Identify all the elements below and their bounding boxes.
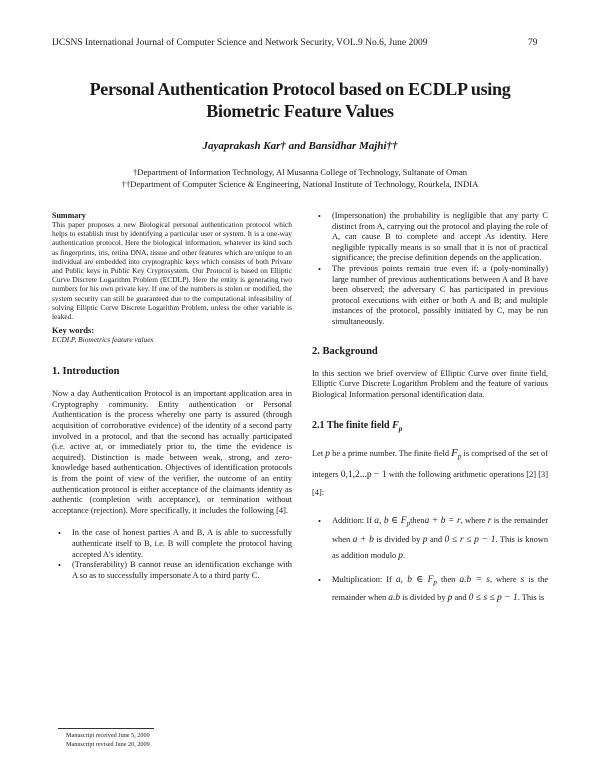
math-expr: 0 ≤ s ≤ p − 1: [468, 593, 518, 604]
list-item: [312, 513, 548, 564]
list-item: • The previous points remain true even if: a (poly-nominally) large number of previous authentications between A and B have been observed; the adversary C has participated in previous protocol executions with either or both A and B; and multiple instances of the protocol, possibly initiated by C, may be run simultaneously.: [312, 264, 548, 328]
math-expr: 0 ≤ r ≤ p − 1: [444, 534, 496, 545]
finite-field-subscript: p: [398, 425, 403, 434]
footnote-rule: [58, 728, 154, 729]
math-F: F: [451, 447, 458, 460]
math-s: s: [520, 574, 525, 585]
paper-title: [40, 78, 560, 122]
math-p: p: [422, 534, 428, 545]
finite-field-symbol: F: [392, 420, 399, 432]
multiplication-text: where: [496, 574, 517, 584]
finite-field-intro: [312, 445, 548, 501]
math-p: p: [325, 449, 331, 460]
intro-text-4: with the following arithmetic operations [2] [3] [4]:: [312, 469, 548, 497]
finite-field-heading: [312, 420, 548, 433]
left-column: [52, 211, 292, 581]
math-expr: a + b: [352, 534, 374, 545]
summary-text: This paper proposes a new Biological personal authentication protocol which helps to establish trust by identifying a particular user or system. It is a one-way authentication protocol. Here the biological information, whatever its kind such as fingerprints, iris, retina DNA, tissue and other features which are unique to an individual are embedded into cryptographic keys which consists of both Private and Public keys in Public Key Cryptosystem. Our Protocol is based on Elliptic Curve Discrete Logarithm Problem (ECDLP). Here the entity is generating two numbers for his own private key. If one of the numbers is stolen or modified, the system security can still be guaranteed due to the computational infeasibility of solving Elliptic Curve Discrete Logarithm Problem, unless the other variable is leaked.: [52, 220, 292, 322]
background-text: In this section we brief overview of Elliptic Curve over finite field, Elliptic Curve Discrete Logarithm Problem and the feature of various Biological Information personal identification data.: [312, 368, 548, 399]
affiliation-2: ††Department of Computer Science & Engineering, National Institute of Technology, Rourkela, INDIA: [121, 179, 479, 189]
intro-text-2: be a prime number. The finite field: [332, 449, 450, 459]
math-expr: a.b: [388, 593, 401, 604]
list-item: [312, 572, 548, 607]
title-line-2: Biometric Feature Values: [206, 101, 394, 121]
multiplication-text: ,: [489, 574, 493, 584]
addition-label: Addition: If: [332, 515, 372, 525]
addition-then: then: [410, 515, 425, 525]
footnote-revised: Manuscript revised June 20, 2009: [66, 741, 150, 748]
math-expr: a.b = s: [459, 574, 490, 585]
introduction-bullets: [52, 528, 292, 581]
authors: Jayaprakash Kar† and Bansidhar Majhi††: [202, 140, 398, 152]
math-sub: p: [433, 578, 437, 587]
math-p: p: [447, 593, 453, 604]
title-line-1: Personal Authentication Protocol based on ECDLP using: [89, 79, 511, 99]
list-item: • (Transferability) B cannot reuse an identification exchange with A so as to successfully impersonate A to a third party C.: [52, 560, 292, 581]
list-item: • (Impersonation) the probability is negligible that any party C distinct from A, carrying out the protocol and playing the role of A, can cause B to complete and accept As identity. Here negligible typically means is so small that it is not of practical significance; the precise definition depends on the application.: [312, 211, 548, 264]
right-column: [312, 211, 548, 606]
addition-text: is the remainder when: [332, 515, 549, 544]
list-item: • In the case of honest parties A and B, A is able to successfully authenticate itself to B, i.e. B will complete the protocol having accepted A's identity.: [52, 528, 292, 560]
addition-text: .: [403, 550, 406, 560]
background-heading: 2. Background: [312, 345, 378, 357]
multiplication-label: Multiplication: If: [332, 574, 392, 584]
intro-text-1: Let: [312, 449, 324, 459]
page-number: 79: [528, 38, 538, 48]
field-operations: [312, 513, 548, 606]
addition-text: is divided by: [376, 534, 421, 544]
intro-text-3: is comprised of the set of integers: [312, 449, 548, 479]
requirements-bullets: [312, 211, 548, 328]
addition-text: and: [429, 534, 443, 544]
keywords-heading: Key words:: [52, 325, 95, 336]
math-p: p: [398, 550, 404, 561]
summary-heading: Summary: [52, 211, 86, 220]
affiliation-1: †Department of Information Technology, Al Musanna College of Technology, Sultanate of Oman: [132, 167, 468, 177]
multiplication-text: is the remainder when: [332, 574, 549, 603]
footnote-received: Manuscript received June 5, 2009: [66, 732, 150, 739]
multiplication-text: . This is: [517, 593, 545, 603]
math-sub: p: [457, 452, 462, 461]
addition-text: . This is known as addition modulo: [332, 534, 549, 560]
introduction-text: Now a day Authentication Protocol is an important application area in Cryptography community. Entity authentication or Personal Authentication is the process whereby one party is assured (through acquisition of corroborative evidence) of the identity of a second party involved in a protocol, and that the second has actually participated (i.e. active at, or immediately prior to, the time the evidence is acquired). Distinction is made between weak, strong, and zero-knowledge based authentication. Objectives of identification protocols is from the point of view of the verifier, the outcome of an entity authentication protocol is either acceptance of the claimants identity as authentic (completion with acceptance), or termination without acceptance (rejection). More specifically, it includes the following [4].: [52, 389, 292, 515]
math-set: 0,1,2...p − 1: [340, 469, 387, 480]
math-expr: a, b ∈ F: [395, 574, 434, 585]
multiplication-text: and: [454, 593, 467, 603]
keywords-text: ECDLP, Biometrics feature values: [52, 335, 154, 345]
multiplication-text: is divided by: [402, 593, 446, 603]
finite-field-heading-text: 2.1 The finite field: [312, 420, 390, 432]
journal-header: IJCSNS International Journal of Computer Science and Network Security, VOL.9 No.6, June 2009: [52, 38, 428, 48]
introduction-heading: 1. Introduction: [52, 366, 120, 378]
math-expr: a, b ∈ F: [374, 515, 407, 526]
multiplication-then: then: [440, 574, 456, 584]
math-r: r: [487, 515, 492, 526]
addition-text: , where: [460, 515, 486, 525]
math-sub: p: [406, 519, 411, 528]
math-expr: a + b = r: [424, 515, 461, 526]
